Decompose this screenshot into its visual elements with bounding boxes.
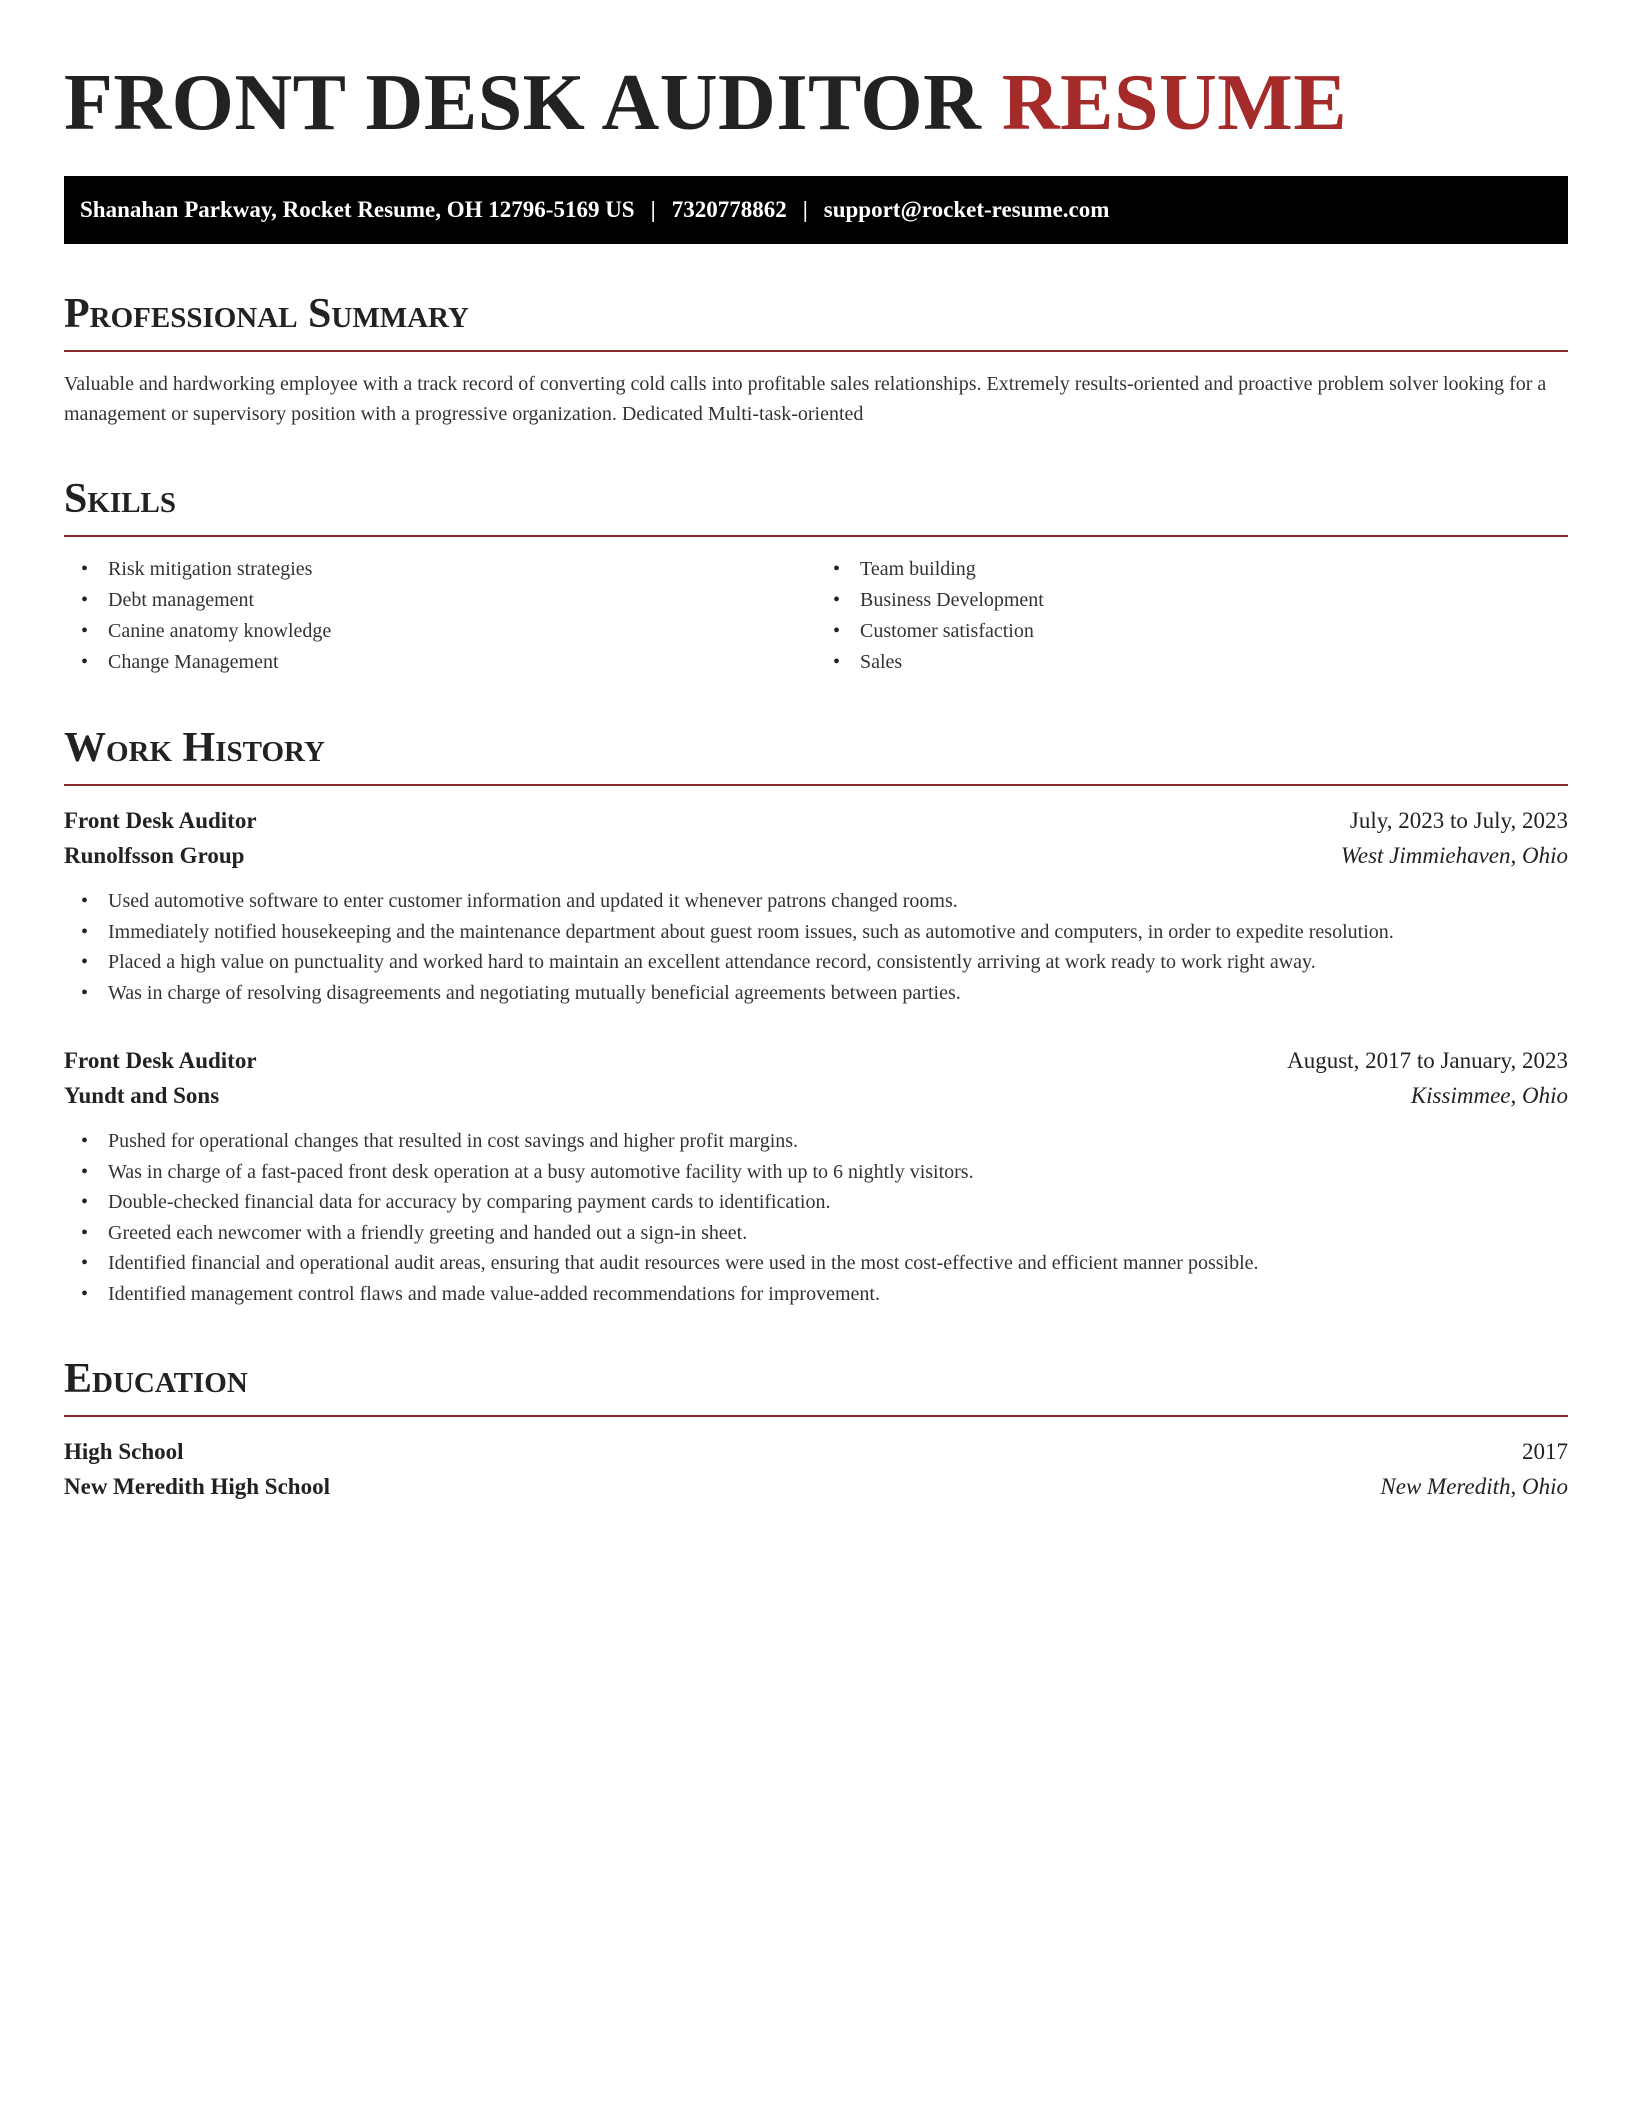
job-bullet: • Double-checked financial data for accuracy by comparing payment cards to identification. [108,1187,1568,1218]
job-entry [64,804,1568,1008]
education-heading: Education [64,1355,1568,1417]
education-location: New Meredith, Ohio [1380,1474,1568,1499]
title-main: FRONT DESK AUDITOR [64,59,982,147]
education-school-row [64,1469,1568,1505]
job-employer-row [64,1078,1568,1114]
job-bullet: • Identified management control flaws and made value-added recommendations for improvement. [108,1279,1568,1310]
contact-email: support@rocket-resume.com [823,197,1110,222]
job-title: Front Desk Auditor [64,808,257,833]
contact-separator: | [802,197,808,222]
education-entry [64,1435,1568,1505]
job-bullet: • Pushed for operational changes that resulted in cost savings and higher profit margins. [108,1126,1568,1157]
education-year: 2017 [1522,1439,1568,1464]
skill-item: • Customer satisfaction [860,616,1568,647]
job-bullets [64,886,1568,1008]
skill-item: • Change Management [108,647,816,678]
skill-item: • Canine anatomy knowledge [108,616,816,647]
job-location: Kissimmee, Ohio [1410,1083,1568,1108]
job-bullet: • Immediately notified housekeeping and the maintenance department about guest room issues, such as automotive and computers, in order to expedite resolution. [108,917,1568,948]
skills-heading: Skills [64,475,1568,537]
title-accent: RESUME [1001,59,1348,147]
job-bullet: • Used automotive software to enter customer information and updated it whenever patrons changed rooms. [108,886,1568,917]
job-employer: Runolfsson Group [64,843,245,868]
job-location: West Jimmiehaven, Ohio [1340,843,1568,868]
resume-title [64,58,1568,148]
skill-item: • Business Development [860,585,1568,616]
work-history-heading: Work History [64,724,1568,786]
skill-item: • Team building [860,554,1568,585]
job-employer: Yundt and Sons [64,1083,220,1108]
job-bullet: • Identified financial and operational audit areas, ensuring that audit resources were used in the most cost-effective and efficient manner possible. [108,1248,1568,1279]
contact-phone: 7320778862 [671,197,787,222]
contact-separator: | [650,197,656,222]
skills-grid [64,554,1568,678]
skill-item: • Sales [860,647,1568,678]
job-header-row [64,804,1568,838]
job-employer-row [64,838,1568,874]
contact-address: Shanahan Parkway, Rocket Resume, OH 12796-5169 US [80,197,635,222]
job-dates: July, 2023 to July, 2023 [1349,808,1568,833]
summary-text: Valuable and hardworking employee with a track record of converting cold calls into profitable sales relationships. Extremely results-oriented and proactive problem solver looking for a management or supervisory position with a progressive organization. Dedicated Multi-task-oriented [64,373,1547,425]
education-degree-row [64,1435,1568,1469]
job-bullet: • Was in charge of a fast-paced front desk operation at a busy automotive facility with up to 6 nightly visitors. [108,1157,1568,1188]
skills-right-column [816,554,1568,678]
job-bullet: • Greeted each newcomer with a friendly greeting and handed out a sign-in sheet. [108,1218,1568,1249]
job-title: Front Desk Auditor [64,1048,257,1073]
job-bullet: • Placed a high value on punctuality and worked hard to maintain an excellent attendance record, consistently arriving at work ready to work right away. [108,947,1568,978]
job-entry [64,1044,1568,1309]
job-bullet: • Was in charge of resolving disagreements and negotiating mutually beneficial agreements between parties. [108,978,1568,1009]
skill-item: • Risk mitigation strategies [108,554,816,585]
skills-left-column [64,554,816,678]
education-school: New Meredith High School [64,1474,330,1499]
summary-heading: Professional Summary [64,290,1568,352]
skill-item: • Debt management [108,585,816,616]
job-dates: August, 2017 to January, 2023 [1287,1048,1568,1073]
contact-bar [64,176,1568,244]
job-header-row [64,1044,1568,1078]
job-bullets [64,1126,1568,1309]
education-degree: High School [64,1439,184,1464]
